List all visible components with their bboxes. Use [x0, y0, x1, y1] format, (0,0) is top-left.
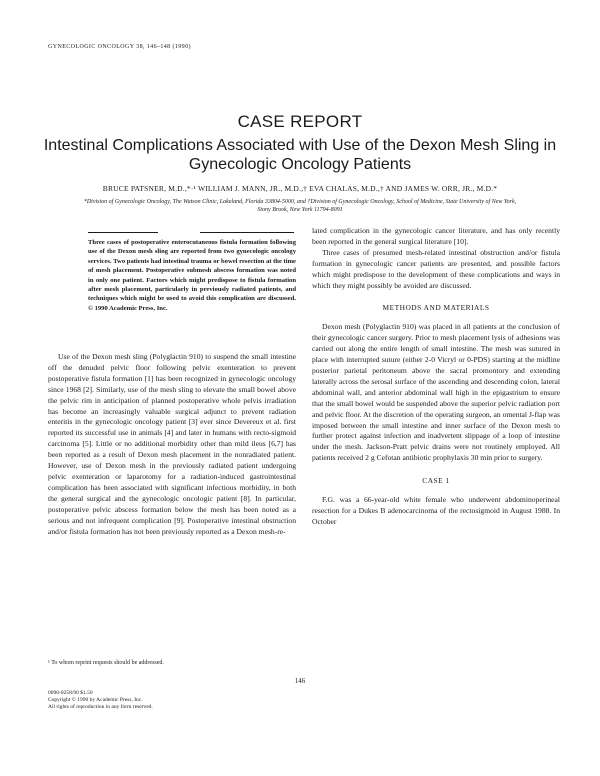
introduction-paragraph-2: Three cases of presumed mesh-related intestinal obstruction and/or fistula formation in gynecologic cancer patients are presented, and possible factors which might predispose to the development of these complications and ways in which they might possibly be avoided are discussed.: [312, 247, 560, 290]
abstract: Three cases of postoperative enterocutaneous fistula formation following use of the Dexon mesh sling are reported from two gynecologic oncology services. Two patients had intestinal trauma or bowel resection at the time of mesh placement. Postoperative submesh abscess formation was noted in only one patient. Factors which might predispose to fistula formation after mesh placement, particularly in previously radiated patients, and techniques which might be used to avoid this complication are discussed. © 1990 Academic Press, Inc.: [88, 239, 296, 312]
case-paragraph: F.G. was a 66-year-old white female who underwent abdominoperineal resection for a Dukes B adenocarcinoma of the rectosigmoid in August 1988. In October: [312, 495, 560, 526]
copyright-line: 0090-8258/90 $1.50: [48, 690, 93, 696]
article-title: Intestinal Complications Associated with Use of the Dexon Mesh Sling in Gynecologic Oncology Patients: [43, 137, 557, 173]
left-column-body: [48, 352, 296, 537]
footnote: ¹ To whom reprint requests should be addressed.: [48, 660, 164, 666]
author-list: BRUCE PATSNER, M.D.,*·¹ WILLIAM J. MANN, JR., M.D.,† EVA CHALAS, M.D.,† AND JAMES W. ORR, JR., M.D.*: [102, 184, 498, 193]
running-head: GYNECOLOGIC ONCOLOGY 38, 146–148 (1990): [48, 44, 191, 50]
copyright-line: Copyright © 1990 by Academic Press, Inc.: [48, 697, 143, 703]
section-type-heading: CASE REPORT: [237, 112, 363, 131]
methods-heading: METHODS AND MATERIALS: [382, 303, 490, 313]
methods-paragraph: Dexon mesh (Polyglactin 910) was placed in all patients at the conclusion of their gynecologic cancer surgery. Prior to mesh placement lysis of adhesions was carried out along the entire length of small intestine. The mesh was sutured in place with interrupted suture (either 2-0 Vicryl or 0-PDS) starting at the midline posterior parietal peritoneum above the sacral promontory and extending laterally across the serosal surface of the ascending and descending colon, lateral abdominal wall, and anterior abdominal wall high in the epigastrium to ensure that the small bowel would be suspended above the superior pelvic radiation port and pelvic floor. At the discretion of the operating surgeon, an omental J-flap was imposed between the small intestine and inner surface of the Dexon mesh to further protect against infection and inadvertent slippage of a loop of intestine under the mesh. Jackson-Pratt pelvic drains were not routinely employed. All patients received 2 g Cefotan antibiotic prophylaxis 30 min prior to surgery.: [312, 322, 560, 463]
page-number: 146: [294, 677, 306, 685]
case-heading: CASE 1: [422, 476, 450, 486]
abstract-rule-right: [200, 232, 294, 233]
copyright-notice: [48, 690, 153, 711]
right-column: [312, 226, 560, 528]
introduction-continuation: lated complication in the gynecologic cancer literature, and has only recently been reported in the general surgical literature [10].: [312, 226, 560, 246]
introduction-paragraph: Use of the Dexon mesh sling (Polyglactin 910) to suspend the small intestine off the denuded pelvic floor following pelvic exenteration to prevent postoperative fistula formation [1] has been recognized in gynecologic oncology since 1968 [2]. Similarly, use of the mesh sling to elevate the small bowel above the pelvic rim in anticipation of planned postoperative whole pelvis irradiation has become an increasingly valuable surgical adjunct to prevent radiation enteritis in the gynecologic oncology patient [3] ever since Devereux et al. first reported its successful use in animals [4] and later in humans with recto-sigmoid carcinoma [5]. Little or no additional morbidity other than mild ileus [6,7] has been reported as a result of Dexon mesh placement in the nonradiated patient. However, use of Dexon mesh in the previously radiated patient undergoing pelvic exenteration or laparotomy for a radiation-induced gastrointestinal complication has been associated with significant infectious morbidity, in both the general surgical and the gynecologic oncologic patient [8]. In particular, postoperative pelvic abscess formation below the mesh has been noted as a serious and not infrequent complication [9]. Postoperative intestinal obstruction and/or fistula formation has not been previously reported as a Dexon mesh-re-: [48, 352, 296, 536]
copyright-line: All rights of reproduction in any form reserved.: [48, 704, 153, 710]
author-affiliations: *Division of Gynecologic Oncology, The Watson Clinic, Lakeland, Florida 33804-5000, and †Division of Gynecologic Oncology, School of Medicine, State University of New York, Stony Brook, New York 11794-8091: [83, 199, 517, 213]
abstract-rule-left: [88, 232, 158, 233]
left-column: [88, 238, 296, 313]
